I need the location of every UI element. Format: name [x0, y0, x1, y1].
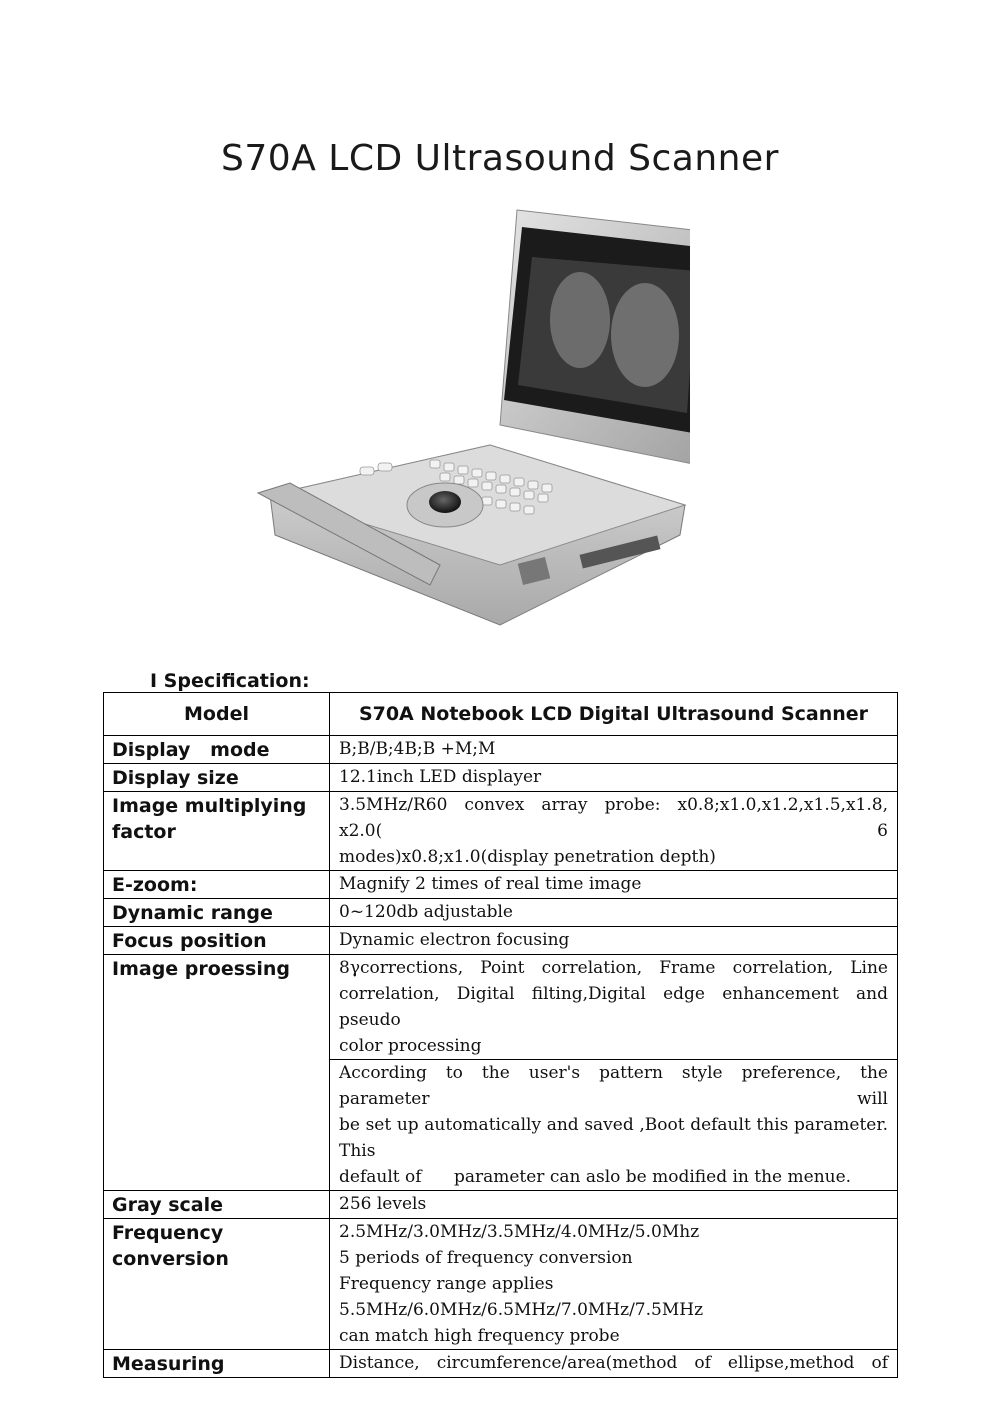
row-value-line: 8γcorrections, Point correlation, Frame correlation, Line [339, 958, 888, 978]
row-value [330, 1060, 898, 1191]
table-row [104, 764, 898, 792]
table-row [104, 899, 898, 927]
row-value [330, 1350, 898, 1378]
row-value: 12.1inch LED displayer [330, 764, 898, 792]
row-value [330, 792, 898, 871]
row-value-line: default of parameter can aslo be modified in the menue. [339, 1167, 852, 1187]
row-value: Dynamic electron focusing [330, 927, 898, 955]
row-label: E-zoom: [104, 871, 330, 899]
row-value: B;B/B;4B;B +M;M [330, 736, 898, 764]
row-value-line: Frequency range applies [339, 1274, 554, 1294]
row-label [104, 1219, 330, 1350]
row-label: Display mode [104, 736, 330, 764]
row-label-line: conversion [112, 1248, 229, 1270]
table-row [104, 1191, 898, 1219]
row-label-line: Image multiplying [112, 795, 307, 817]
row-label-line: factor [112, 821, 176, 843]
row-label: Measuring [104, 1350, 330, 1378]
row-label [104, 792, 330, 871]
row-value-line: According to the user's pattern style preference, the parameter will [339, 1063, 888, 1109]
row-value-line: 5 periods of frequency conversion [339, 1248, 633, 1268]
row-value-line: Distance, circumference/area(method of ellipse,method of [339, 1353, 888, 1373]
row-value-line: 5.5MHz/6.0MHz/6.5MHz/7.0MHz/7.5MHz [339, 1300, 704, 1320]
table-row [104, 927, 898, 955]
row-value [330, 1219, 898, 1350]
section-heading: I Specification: [150, 670, 310, 692]
row-value-line: be set up automatically and saved ,Boot default this parameter. This [339, 1115, 888, 1161]
header-value: S70A Notebook LCD Digital Ultrasound Scanner [330, 693, 898, 736]
table-header-row [104, 693, 898, 736]
table-row [104, 955, 898, 1060]
row-value [330, 955, 898, 1060]
table-row [104, 736, 898, 764]
row-value-line: 3.5MHz/R60 convex array probe: x0.8;x1.0,x1.2,x1.5,x1.8, x2.0( 6 [339, 795, 888, 841]
specification-table [103, 692, 898, 1378]
row-label: Focus position [104, 927, 330, 955]
row-value: Magnify 2 times of real time image [330, 871, 898, 899]
row-value-line: color processing [339, 1036, 482, 1056]
row-value: 256 levels [330, 1191, 898, 1219]
row-value-line: 2.5MHz/3.0MHz/3.5MHz/4.0MHz/5.0Mhz [339, 1222, 700, 1242]
table-row [104, 871, 898, 899]
table-row [104, 1219, 898, 1350]
ultrasound-scanner-image [250, 205, 690, 635]
row-value-line: can match high frequency probe [339, 1326, 620, 1346]
row-label: Dynamic range [104, 899, 330, 927]
table-row [104, 792, 898, 871]
table-row [104, 1350, 898, 1378]
row-value: 0~120db adjustable [330, 899, 898, 927]
page-title: S70A LCD Ultrasound Scanner [221, 138, 779, 179]
row-value-line: correlation, Digital filting,Digital edge enhancement and pseudo [339, 984, 888, 1030]
row-label: Gray scale [104, 1191, 330, 1219]
row-value-line: modes)x0.8;x1.0(display penetration depth) [339, 847, 716, 867]
row-label: Image proessing [104, 955, 330, 1191]
row-label-line: Frequency [112, 1222, 224, 1244]
row-label: Display size [104, 764, 330, 792]
header-label: Model [104, 693, 330, 736]
